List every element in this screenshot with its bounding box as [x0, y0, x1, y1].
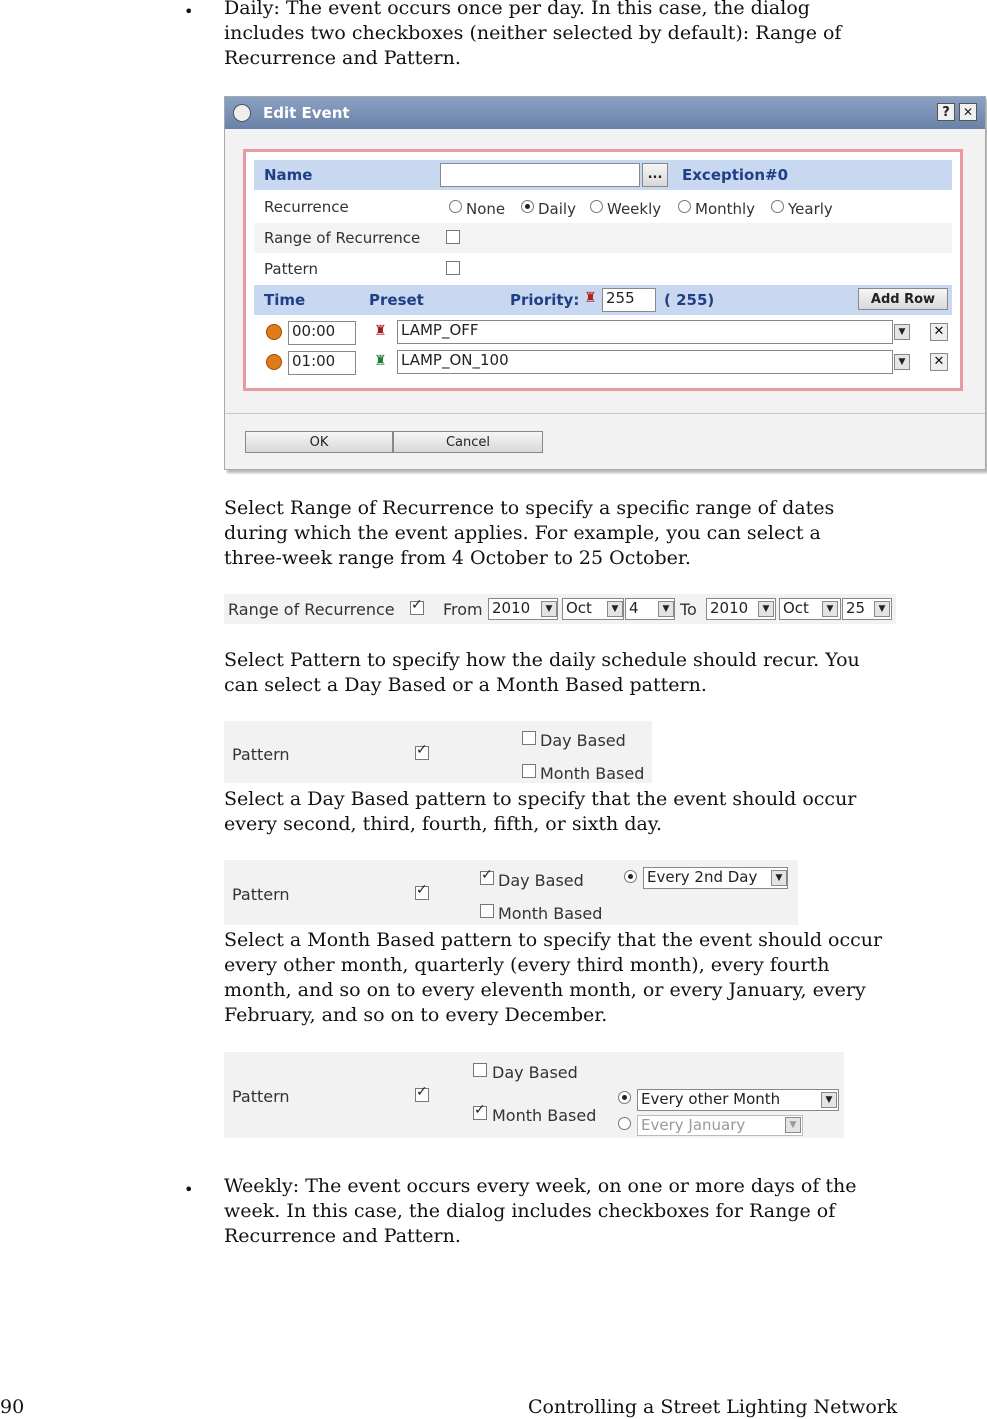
preset-select[interactable]: LAMP_OFF: [397, 320, 893, 344]
recurrence-daily-radio[interactable]: [521, 200, 534, 213]
time-input[interactable]: 01:00: [288, 351, 356, 375]
recurrence-weekly-label: Weekly: [607, 200, 662, 218]
every-other-month-radio[interactable]: [618, 1091, 631, 1104]
add-row-button[interactable]: Add Row: [858, 288, 948, 310]
name-input[interactable]: [440, 163, 640, 187]
month-based-label: Month Based: [498, 904, 603, 923]
daily-paragraph: Daily: The event occurs once per day. In this case, the dialog includes two checkboxes (neither selected by default): Range of Recurrence and Pattern.: [224, 0, 842, 69]
weekly-paragraph: Weekly: The event occurs every week, on one or more days of the week. In this case, the dialog includes checkboxes for Range of Recurrence and Pattern.: [224, 1175, 857, 1247]
pattern-label: Pattern: [264, 260, 318, 278]
schedule-row: [254, 318, 952, 348]
recurrence-label: Recurrence: [264, 198, 349, 216]
chevron-down-icon[interactable]: ▼: [894, 354, 910, 370]
name-label: Name: [264, 166, 313, 184]
month-based-paragraph: Select a Month Based pattern to specify that the event should occur every other month, quarterly (every third month), every fourth month, and so on to every eleventh month, or every January, every February, and so on to every December.: [224, 929, 883, 1026]
time-header-row: [254, 285, 952, 315]
priority-input[interactable]: 255: [602, 288, 656, 312]
recurrence-yearly-radio[interactable]: [771, 200, 784, 213]
from-label: From: [443, 600, 483, 619]
day-based-label: Day Based: [498, 871, 584, 890]
to-month-select[interactable]: Oct: [779, 598, 841, 620]
browse-button[interactable]: ...: [642, 163, 668, 187]
day-based-paragraph: Select a Day Based pattern to specify that the event should occur every second, third, fourth, fifth, or sixth day.: [224, 788, 857, 835]
pattern-checkbox[interactable]: [415, 886, 429, 900]
pattern-checkbox[interactable]: [446, 261, 460, 275]
recurrence-monthly-radio[interactable]: [678, 200, 691, 213]
month-interval-select[interactable]: Every other Month: [637, 1089, 839, 1111]
recurrence-none-radio[interactable]: [449, 200, 462, 213]
range-label: Range of Recurrence: [228, 600, 395, 619]
running-footer: Controlling a Street Lighting Network: [528, 1396, 898, 1418]
every-2nd-day-radio[interactable]: [624, 870, 637, 883]
to-day-select[interactable]: 25: [842, 598, 892, 620]
dialog-titlebar: [225, 97, 985, 129]
lamp-icon: ♜: [374, 353, 387, 369]
range-paragraph: Select Range of Recurrence to specify a specific range of dates during which the event applies. For example, you can select a three-week range from 4 October to 25 October.: [224, 497, 835, 569]
month-based-checkbox[interactable]: [473, 1106, 487, 1120]
page-number: 90: [0, 1396, 25, 1418]
recurrence-daily-label: Daily: [538, 200, 576, 218]
day-based-checkbox[interactable]: [522, 731, 536, 745]
pattern-label: Pattern: [232, 745, 290, 764]
priority-label: Priority:: [510, 291, 580, 309]
chevron-down-icon[interactable]: ▼: [821, 1092, 837, 1108]
pattern-label: Pattern: [232, 885, 290, 904]
preset-select[interactable]: LAMP_ON_100: [397, 350, 893, 374]
every-january-radio[interactable]: [618, 1117, 631, 1130]
lamp-icon: ♜: [584, 290, 597, 306]
recurrence-yearly-label: Yearly: [788, 200, 833, 218]
day-based-label: Day Based: [492, 1063, 578, 1082]
chevron-down-icon[interactable]: ▼: [894, 324, 910, 340]
help-button[interactable]: ?: [937, 103, 955, 121]
bullet-weekly: •: [184, 1180, 194, 1199]
range-panel: [224, 594, 896, 624]
chevron-down-icon[interactable]: ▼: [874, 601, 890, 617]
recurrence-none-label: None: [466, 200, 506, 218]
event-form: [243, 149, 963, 391]
to-year-select[interactable]: 2010: [706, 598, 776, 620]
clock-icon: [233, 104, 251, 122]
preset-header: Preset: [369, 291, 424, 309]
day-based-label: Day Based: [540, 731, 626, 750]
cancel-button[interactable]: Cancel: [393, 431, 543, 453]
priority-effective: ( 255): [664, 291, 715, 309]
pattern-panel-basic: [224, 721, 652, 783]
close-button[interactable]: ✕: [959, 103, 977, 121]
chevron-down-icon[interactable]: ▼: [785, 1117, 801, 1133]
pattern-panel-month-based: [224, 1052, 844, 1138]
day-based-checkbox[interactable]: [473, 1063, 487, 1077]
pattern-paragraph: Select Pattern to specify how the daily schedule should recur. You can select a Day Based or a Month Based pattern.: [224, 649, 860, 696]
chevron-down-icon[interactable]: ▼: [771, 870, 787, 886]
pattern-checkbox[interactable]: [415, 746, 429, 760]
month-based-checkbox[interactable]: [522, 764, 536, 778]
name-row: [254, 160, 952, 190]
pattern-label: Pattern: [232, 1087, 290, 1106]
range-checkbox[interactable]: [410, 601, 424, 615]
range-label: Range of Recurrence: [264, 229, 421, 247]
to-label: To: [680, 600, 697, 619]
pattern-panel-day-based: [224, 860, 798, 925]
chevron-down-icon[interactable]: ▼: [758, 601, 774, 617]
from-month-select[interactable]: Oct: [562, 598, 624, 620]
time-header: Time: [264, 291, 306, 309]
recurrence-monthly-label: Monthly: [695, 200, 756, 218]
lamp-icon: ♜: [374, 323, 387, 339]
chevron-down-icon[interactable]: ▼: [607, 601, 623, 617]
edit-event-dialog: [224, 96, 986, 470]
from-day-select[interactable]: 4: [625, 598, 675, 620]
exception-label: Exception#0: [682, 166, 789, 184]
time-input[interactable]: 00:00: [288, 321, 356, 345]
month-name-select[interactable]: Every January: [637, 1115, 803, 1136]
pattern-row: [254, 254, 952, 284]
chevron-down-icon[interactable]: ▼: [822, 601, 838, 617]
recurrence-row: [254, 192, 952, 222]
month-based-checkbox[interactable]: [480, 904, 494, 918]
pattern-checkbox[interactable]: [415, 1088, 429, 1102]
ok-button[interactable]: OK: [245, 431, 393, 453]
chevron-down-icon[interactable]: ▼: [541, 601, 557, 617]
delete-row-button[interactable]: ✕: [930, 353, 948, 371]
dialog-title: Edit Event: [263, 104, 350, 122]
month-based-label: Month Based: [492, 1106, 597, 1125]
range-row: [254, 223, 952, 253]
bullet-daily: •: [184, 2, 194, 21]
chevron-down-icon[interactable]: ▼: [658, 601, 674, 617]
clock-icon: [266, 354, 282, 370]
clock-icon: [266, 324, 282, 340]
divider: [225, 413, 985, 414]
schedule-row: [254, 348, 952, 378]
recurrence-weekly-radio[interactable]: [590, 200, 603, 213]
delete-row-button[interactable]: ✕: [930, 323, 948, 341]
range-checkbox[interactable]: [446, 230, 460, 244]
month-based-label: Month Based: [540, 764, 645, 783]
day-based-checkbox[interactable]: [480, 871, 494, 885]
day-interval-select[interactable]: Every 2nd Day: [643, 867, 788, 889]
from-year-select[interactable]: 2010: [488, 598, 558, 620]
